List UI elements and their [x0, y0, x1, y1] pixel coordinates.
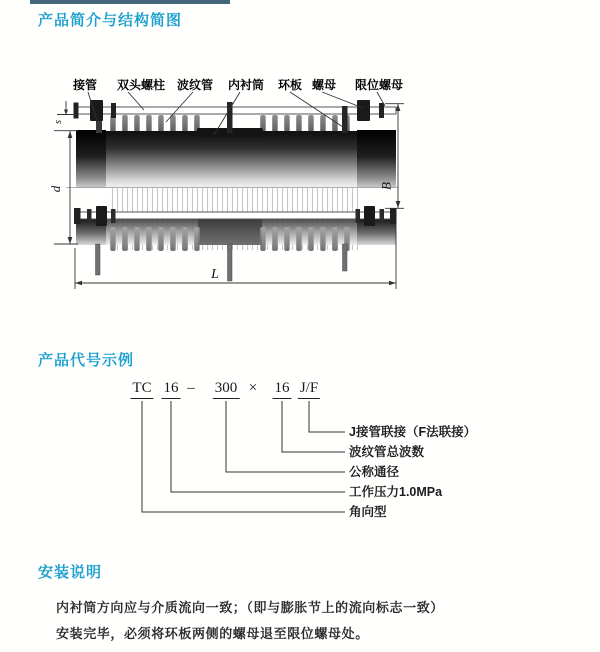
part-label-bellows: 波纹管: [177, 78, 214, 92]
code-separator-times: ×: [248, 380, 258, 396]
dim-label-b: B: [378, 182, 394, 190]
part-label-connecting-pipe: 接管: [73, 78, 98, 92]
callout-wave-count: 波纹管总波数: [349, 445, 425, 459]
callout-pressure: 工作压力1.0MPa: [349, 485, 443, 499]
section-title-intro: 产品简介与结构简图: [38, 12, 183, 29]
dim-label-s: s: [53, 119, 64, 125]
part-label-nut: 螺母: [312, 78, 337, 92]
dim-label-d: d: [48, 185, 63, 193]
part-label-inner-liner: 内衬筒: [228, 78, 265, 92]
structure-diagram: [0, 0, 600, 310]
section-title-install: 安装说明: [38, 564, 103, 581]
product-code-row: [0, 380, 600, 400]
dim-label-l: L: [211, 267, 219, 282]
callout-type: 角向型: [349, 505, 387, 519]
code-part-waves: 16: [273, 380, 292, 399]
code-separator-dash: –: [187, 380, 195, 396]
install-note-line-1: 内衬筒方向应与介质流向一致；（即与膨胀节上的流向标志一致）: [56, 600, 444, 615]
code-part-connection: J/F: [298, 380, 320, 399]
part-label-ring-plate: 环板: [278, 78, 303, 92]
code-callout-lines: [0, 398, 600, 523]
callout-diameter: 公称通径: [349, 465, 400, 479]
code-part-pressure: 16: [162, 380, 181, 399]
part-label-stud-bolt: 双头螺柱: [117, 78, 166, 92]
callout-connection: J接管联接（F法联接）: [349, 425, 477, 439]
part-label-limit-nut: 限位螺母: [355, 78, 404, 92]
section-title-code: 产品代号示例: [38, 352, 135, 369]
joint-body-top: [76, 128, 396, 188]
code-part-diameter: 300: [213, 380, 240, 399]
code-part-type: TC: [130, 380, 153, 399]
install-note-line-2: 安装完毕，必须将环板两侧的螺母退至限位螺母处。: [56, 626, 369, 641]
